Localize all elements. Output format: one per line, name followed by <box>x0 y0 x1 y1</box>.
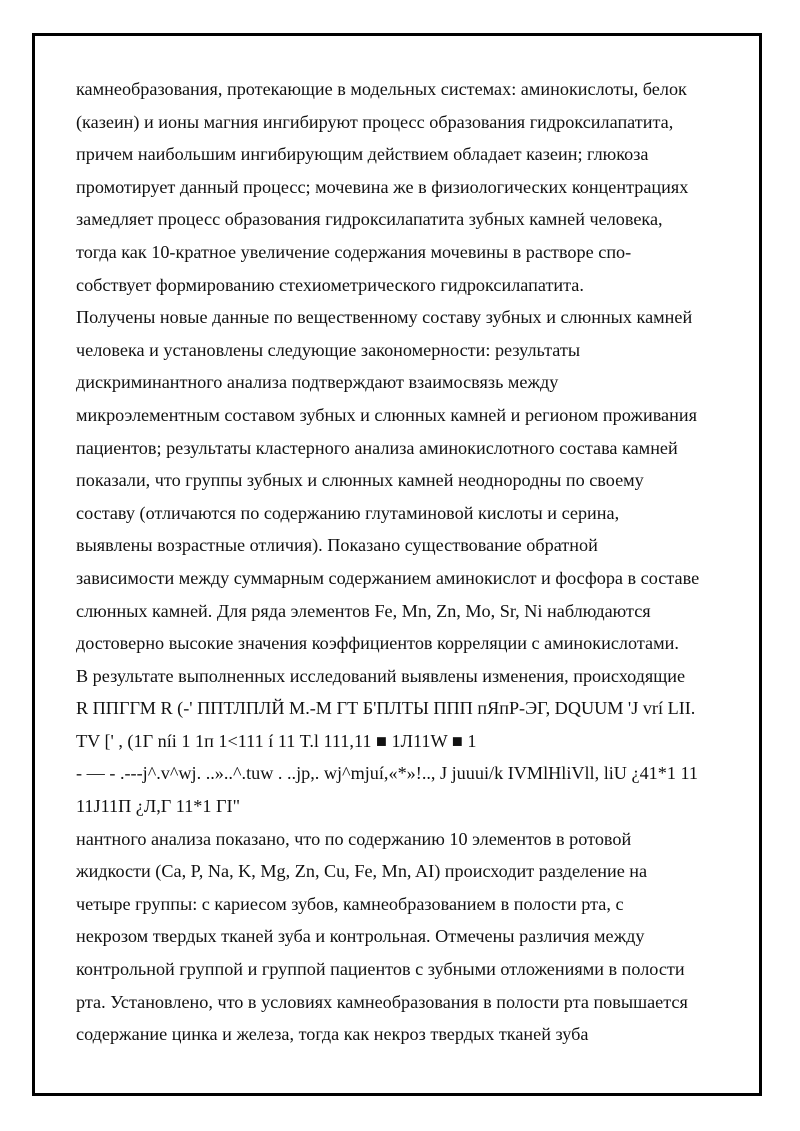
document-text <box>76 73 756 1051</box>
text-line: замедляет процесс образования гидроксилапатита зубных камней человека, <box>76 209 663 230</box>
text-line: тогда как 10-кратное увеличение содержания мочевины в растворе спо- <box>76 241 632 262</box>
text-line: (казеин) и ионы магния ингибируют процесс образования гидроксилапатита, <box>76 111 674 132</box>
text-line: R ППГГМ R (-' ППТЛПЛЙ М.-М ГТ Б'ПЛТЫ ППП пЯпР-ЭГ, DQUUM 'J vrí LII. <box>76 698 696 719</box>
text-line: микроэлементным составом зубных и слюнных камней и регионом проживания <box>76 404 697 425</box>
text-line: составу (отличаются по содержанию глутаминовой кислоты и серина, <box>76 502 620 523</box>
text-line: промотирует данный процесс; мочевина же в физиологических концентрациях <box>76 176 689 197</box>
text-line: В результате выполненных исследований выявлены изменения, происходящие <box>76 665 686 686</box>
text-line: камнеобразования, протекающие в модельных системах: аминокислоты, белок <box>76 79 687 99</box>
text-line: жидкости (Ca, P, Na, K, Mg, Zn, Cu, Fe, Mn, AI) происходит разделение на <box>76 861 648 882</box>
text-line: собствует формированию стехиометрического гидроксилапатита. <box>76 274 584 295</box>
text-line: содержание цинка и железа, тогда как некроз твердых тканей зуба <box>76 1024 589 1045</box>
text-line: некрозом твердых тканей зуба и контрольная. Отмечены различия между <box>76 926 645 947</box>
text-line: слюнных камней. Для ряда элементов Fe, Mn, Zn, Mo, Sr, Ni наблюдаются <box>76 600 651 621</box>
text-line: причем наибольшим ингибирующим действием обладает казеин; глюкоза <box>76 144 649 165</box>
text-line: контрольной группой и группой пациентов с зубными отложениями в полости <box>76 959 685 980</box>
text-line: четыре группы: с кариесом зубов, камнеобразованием в полости рта, с <box>76 893 624 914</box>
text-line: человека и установлены следующие закономерности: результаты <box>76 339 581 360</box>
text-line: выявлены возрастные отличия). Показано существование обратной <box>76 535 598 556</box>
text-line: пациентов; результаты кластерного анализа аминокислотного состава камней <box>76 437 678 458</box>
text-line: нантного анализа показано, что по содержанию 10 элементов в ротовой <box>76 828 632 849</box>
text-line: 11J11П ¿Л,Г 11*1 ГI" <box>76 796 241 817</box>
text-line: рта. Установлено, что в условиях камнеобразования в полости рта повышается <box>76 991 688 1012</box>
text-line: дискриминантного анализа подтверждают взаимосвязь между <box>76 372 559 393</box>
text-line: показали, что группы зубных и слюнных камней неоднородны по своему <box>76 470 644 491</box>
text-line: TV [' , (1Г níi 1 1п 1<111 í 11 T.l 111,11 ■ 1Л11W ■ 1 <box>76 730 477 751</box>
text-line: - — - .---j^.v^wj. ..»..^.tuw . ..jp,. wj^mjuí,«*»!.., J juuui/k IVMlHliVll, liU ¿41*1 11 <box>76 763 698 784</box>
text-line: достоверно высокие значения коэффициентов корреляции с аминокислотами. <box>76 633 679 654</box>
text-line: зависимости между суммарным содержанием аминокислот и фосфора в составе <box>76 567 700 588</box>
text-line: Получены новые данные по вещественному составу зубных и слюнных камней <box>76 307 693 328</box>
